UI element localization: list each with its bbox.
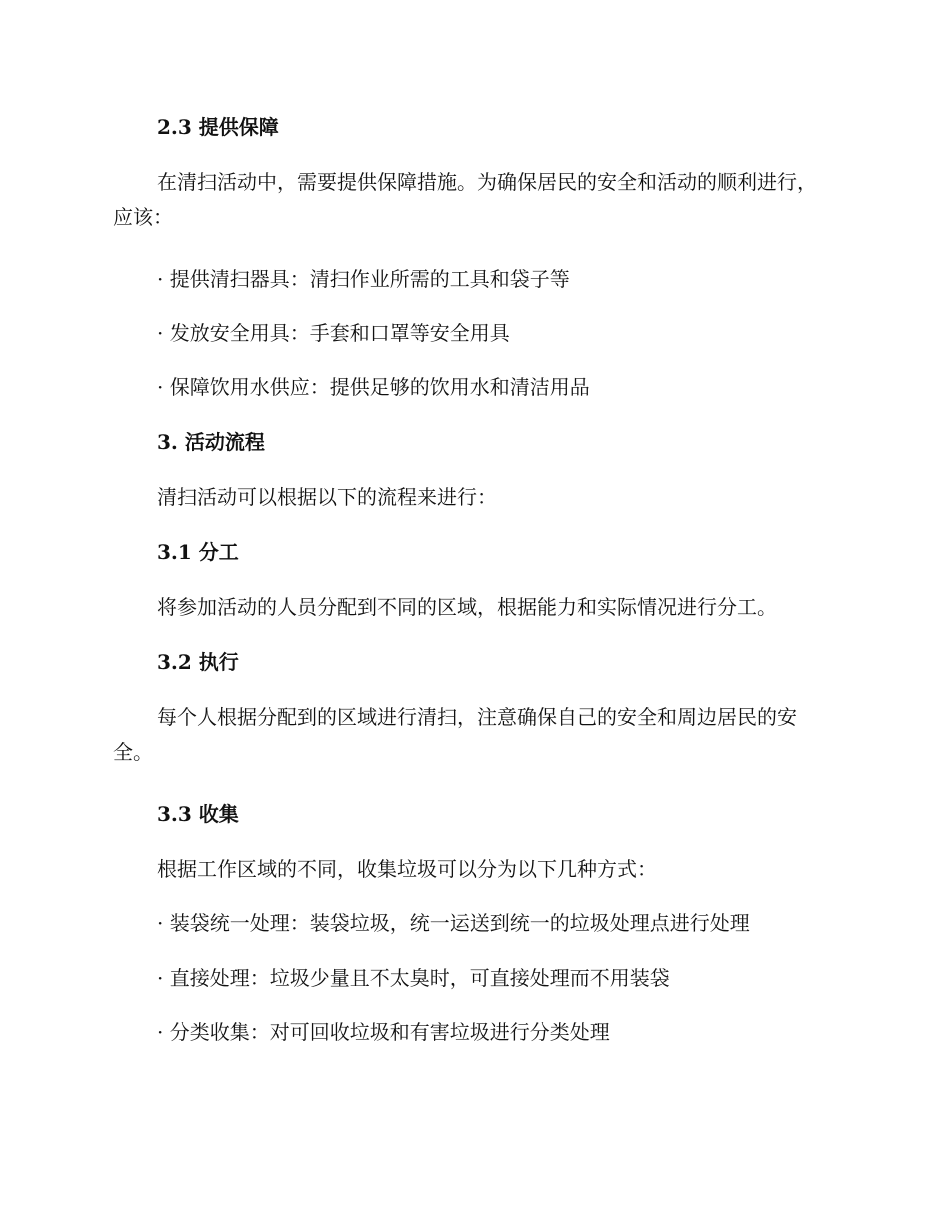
paragraph-division-of-labor: 将参加活动的人员分配到不同的区域，根据能力和实际情况进行分工。 (157, 595, 777, 619)
paragraph-process-intro: 清扫活动可以根据以下的流程来进行： (157, 485, 497, 509)
bullet-cleaning-tools: · 提供清扫器具：清扫作业所需的工具和袋子等 (157, 267, 570, 291)
paragraph-collection-methods: 根据工作区域的不同，收集垃圾可以分为以下几种方式： (157, 857, 657, 881)
section-heading-2-3: 2.3 提供保障 (157, 115, 279, 139)
bullet-sorted-collection: · 分类收集：对可回收垃圾和有害垃圾进行分类处理 (157, 1020, 610, 1044)
bullet-bagged-disposal: · 装袋统一处理：装袋垃圾，统一运送到统一的垃圾处理点进行处理 (157, 911, 750, 935)
bullet-direct-disposal: · 直接处理：垃圾少量且不太臭时，可直接处理而不用装袋 (157, 966, 670, 990)
paragraph-safety-measures: 在清扫活动中，需要提供保障措施。为确保居民的安全和活动的顺利进行，应该： (113, 170, 817, 229)
bullet-drinking-water: · 保障饮用水供应：提供足够的饮用水和清洁用品 (157, 375, 590, 399)
section-heading-3: 3. 活动流程 (157, 430, 265, 454)
section-heading-3-3: 3.3 收集 (157, 802, 239, 826)
section-heading-3-2: 3.2 执行 (157, 650, 239, 674)
paragraph-execution: 每个人根据分配到的区域进行清扫，注意确保自己的安全和周边居民的安全。 (113, 705, 797, 764)
bullet-safety-gear: · 发放安全用具：手套和口罩等安全用具 (157, 321, 510, 345)
section-heading-3-1: 3.1 分工 (157, 540, 239, 564)
